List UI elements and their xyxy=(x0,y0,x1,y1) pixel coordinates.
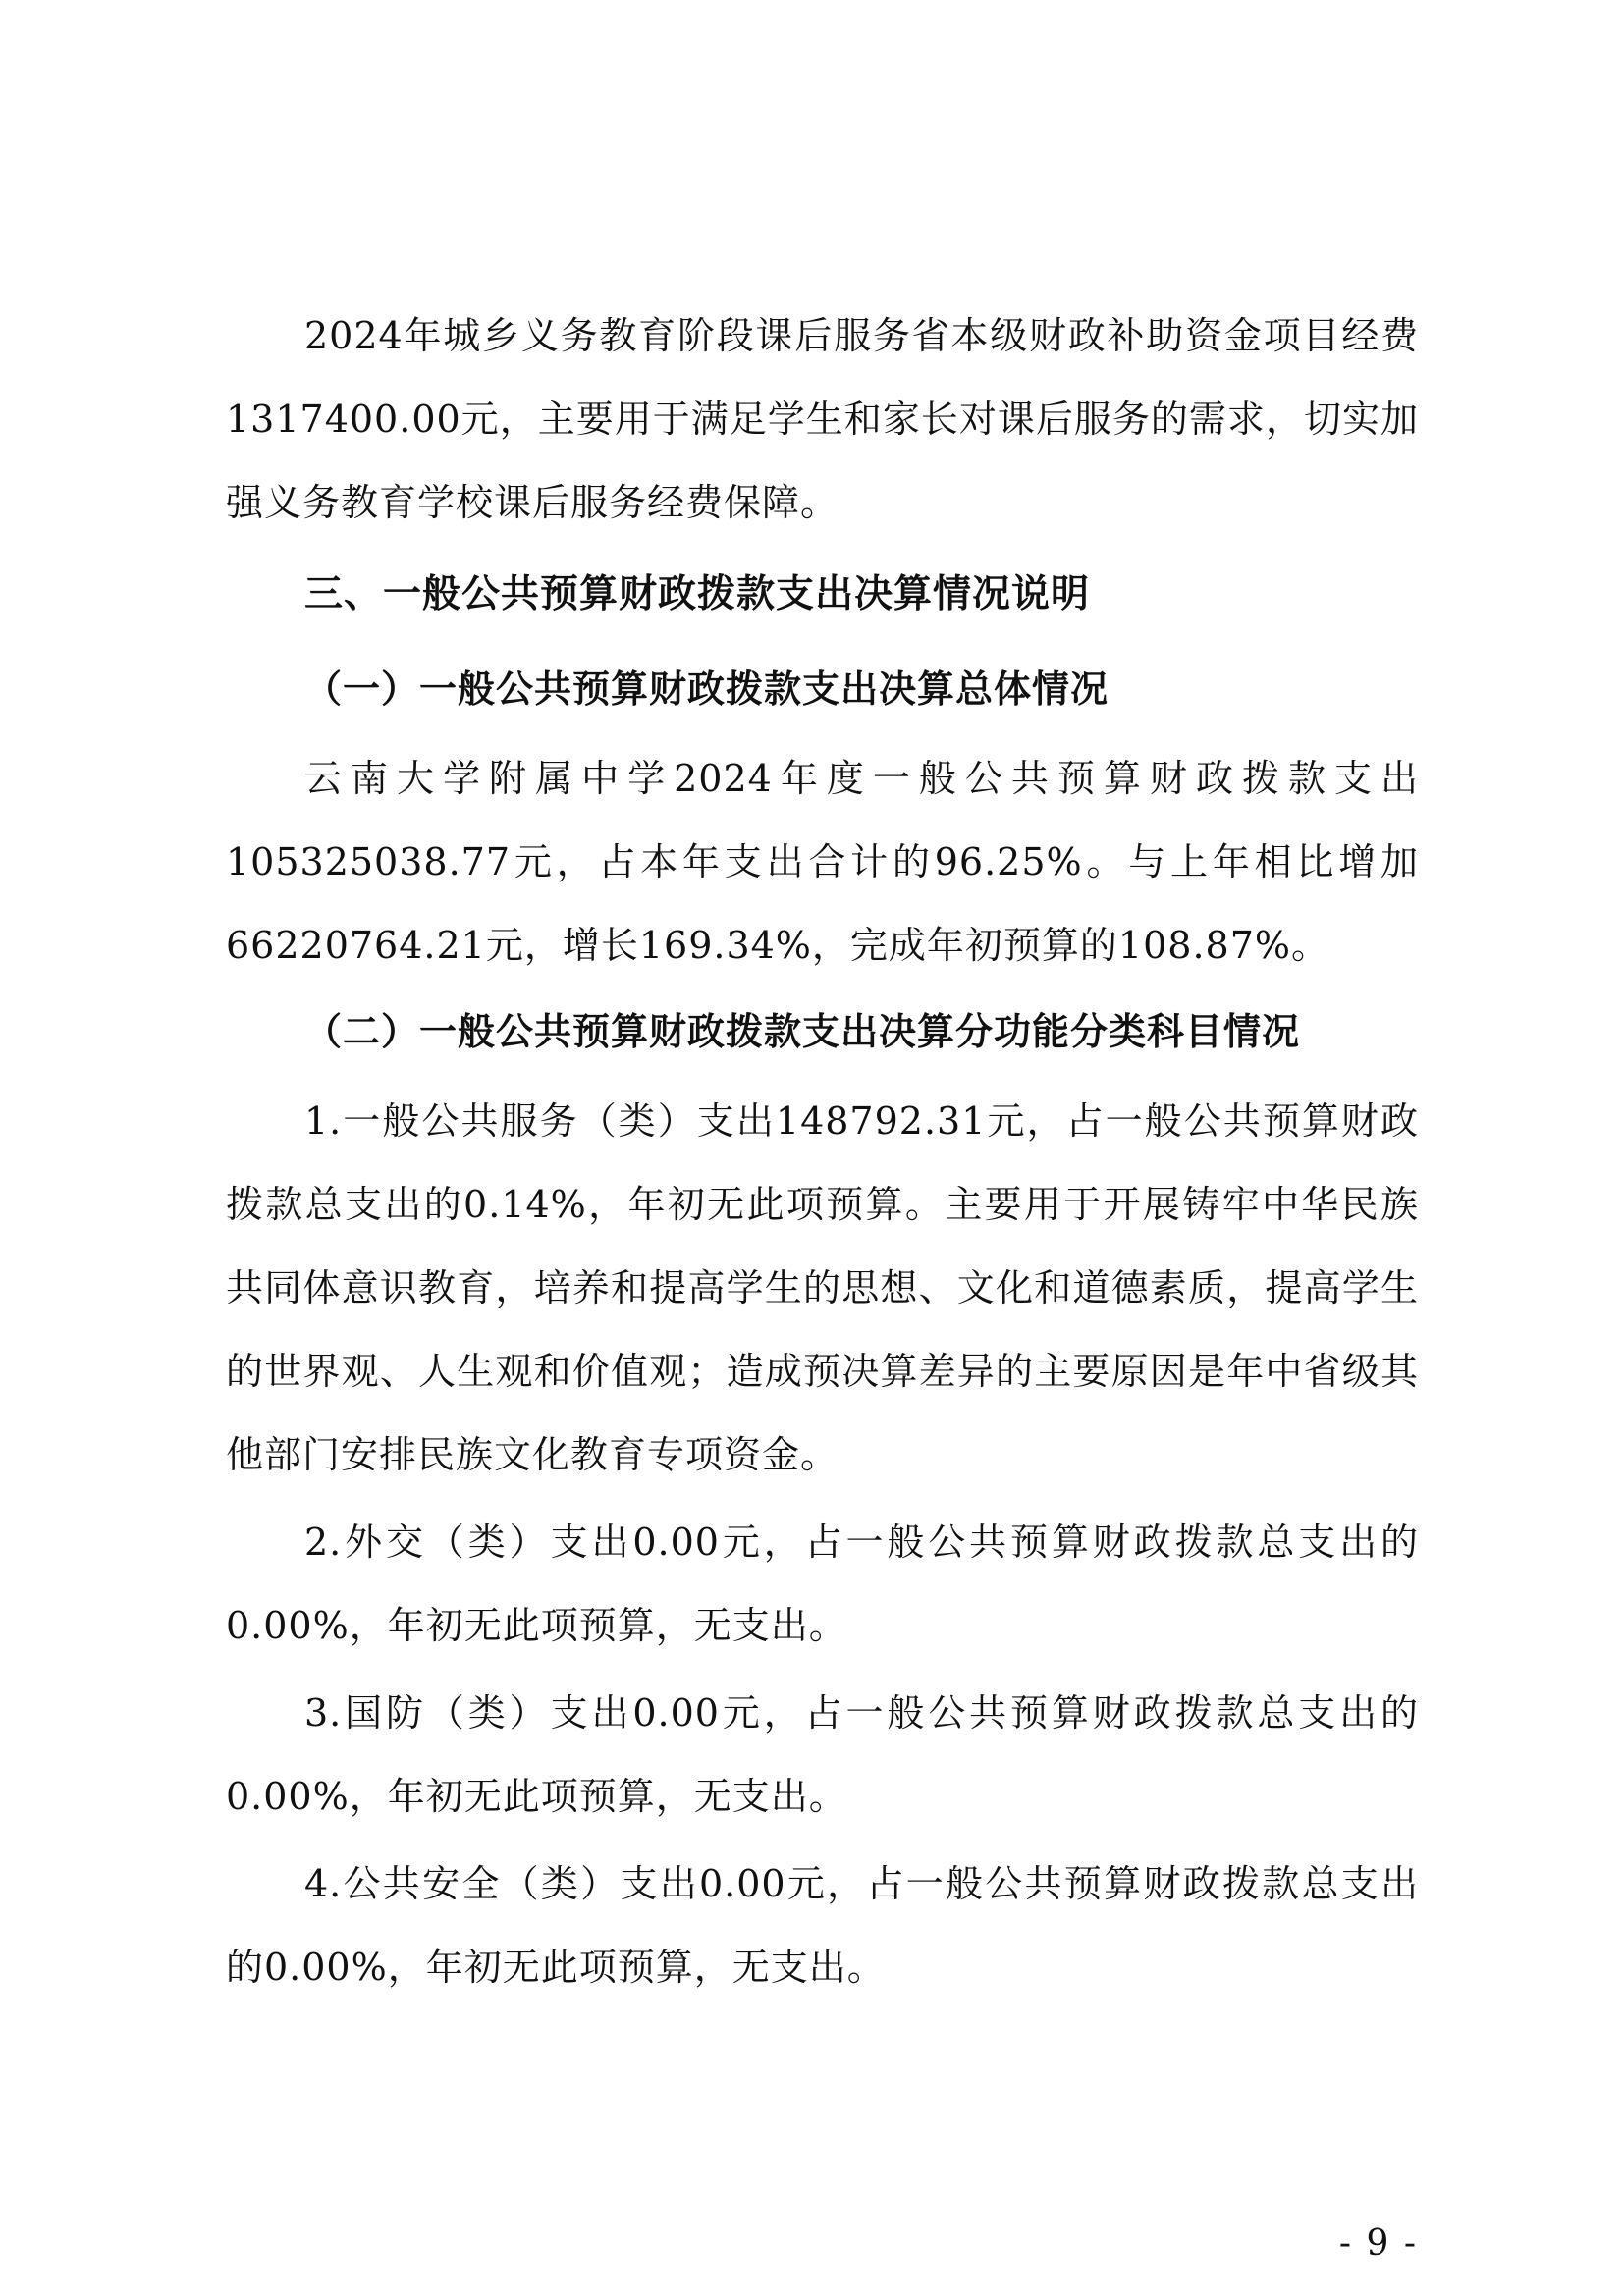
paragraph-item-defense: 3.国防（类）支出0.00元，占一般公共预算财政拨款总支出的0.00%，年初无此项预算，无支出。 xyxy=(226,1691,1419,1818)
paragraph-item-general-public-services: 1.一般公共服务（类）支出148792.31元，占一般公共预算财政拨款总支出的0.14%，年初无此项预算。主要用于开展铸牢中华民族共同体意识教育，培养和提高学生的思想、文化和道德素质，提高学生的世界观、人生观和价值观；造成预决算差异的主要原因是年中省级其他部门安排民族文化教育专项资金。 xyxy=(226,1099,1419,1476)
subsection-heading-functional: （二）一般公共预算财政拨款支出决算分功能分类科目情况 xyxy=(304,1009,1301,1053)
subsection-heading-overall: （一）一般公共预算财政拨款支出决算总体情况 xyxy=(304,667,1110,711)
section-heading: 三、一般公共预算财政拨款支出决算情况说明 xyxy=(304,572,1091,616)
paragraph-overall: 云南大学附属中学2024年度一般公共预算财政拨款支出105325038.77元，占本年支出合计的96.25%。与上年相比增加66220764.21元，增长169.34%，完成年初预算的108.87%。 xyxy=(226,757,1419,967)
document-body xyxy=(226,294,1419,2009)
paragraph-funding: 2024年城乡义务教育阶段课后服务省本级财政补助资金项目经费1317400.00元，主要用于满足学生和家长对课后服务的需求，切实加强义务教育学校课后服务经费保障。 xyxy=(226,314,1419,524)
paragraph-item-diplomacy: 2.外交（类）支出0.00元，占一般公共预算财政拨款总支出的0.00%，年初无此项预算，无支出。 xyxy=(226,1521,1419,1647)
paragraph-item-public-security: 4.公共安全（类）支出0.00元，占一般公共预算财政拨款总支出的0.00%，年初无此项预算，无支出。 xyxy=(226,1862,1419,1989)
page-number: - 9 - xyxy=(1338,2223,1418,2264)
